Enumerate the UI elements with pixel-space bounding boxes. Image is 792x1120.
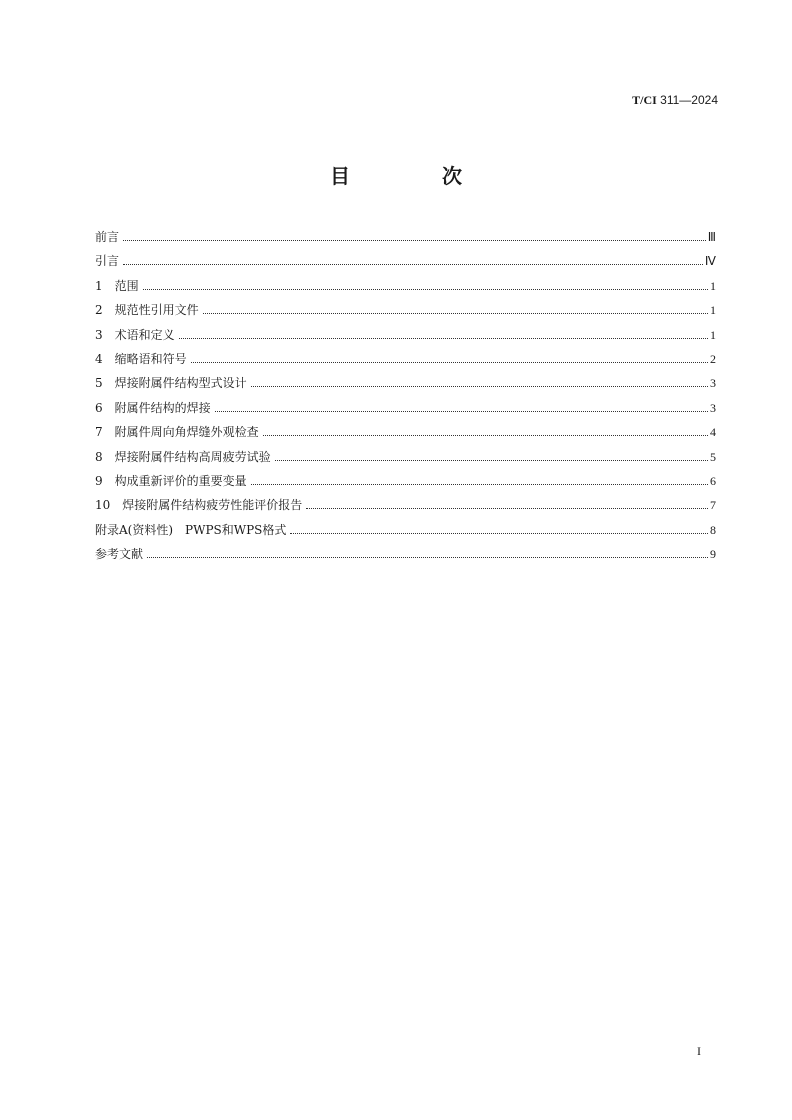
toc-item[interactable] — [95, 472, 716, 496]
document-code-number: 311—2024 — [660, 93, 718, 107]
toc-item[interactable] — [95, 521, 716, 545]
toc-leader-dots — [147, 557, 708, 558]
toc-item-label: 9 构成重新评价的重要变量 — [95, 473, 247, 488]
toc-item-page: 1 — [710, 303, 716, 318]
toc-leader-dots — [123, 264, 703, 265]
toc-leader-dots — [203, 313, 708, 314]
toc-leader-dots — [275, 460, 708, 461]
toc-leader-dots — [306, 508, 708, 509]
toc-item-label: 6 附属件结构的焊接 — [95, 400, 211, 415]
toc-leader-dots — [290, 533, 708, 534]
toc-item[interactable] — [95, 277, 716, 301]
toc-item[interactable] — [95, 423, 716, 447]
toc-item-page: 3 — [710, 400, 716, 415]
toc-leader-dots — [251, 386, 708, 387]
toc-leader-dots — [123, 240, 706, 241]
toc-item-label: 参考文献 — [95, 547, 144, 562]
toc-item-label: 10 焊接附属件结构疲劳性能评价报告 — [95, 498, 303, 513]
toc-item-page: Ⅲ — [707, 230, 716, 244]
toc-item[interactable] — [95, 399, 716, 423]
toc-leader-dots — [263, 435, 708, 436]
toc-item[interactable] — [95, 326, 716, 350]
toc-item-page: 3 — [710, 376, 716, 391]
toc-item[interactable] — [95, 448, 716, 472]
toc-item[interactable] — [95, 350, 716, 374]
toc-item-label: 5 焊接附属件结构型式设计 — [95, 376, 247, 391]
toc-item-label: 2 规范性引用文件 — [95, 303, 199, 318]
toc-item-label: 附录A(资料性) PWPS和WPS格式 — [95, 522, 287, 537]
document-code-prefix: T/CI — [632, 93, 657, 107]
toc-item[interactable] — [95, 374, 716, 398]
toc-leader-dots — [191, 362, 708, 363]
document-code — [632, 93, 718, 108]
toc-item[interactable] — [95, 496, 716, 520]
toc-item-label: 引言 — [95, 254, 120, 269]
toc-item-label: 1 范围 — [95, 278, 139, 293]
toc-item-page: 1 — [710, 278, 716, 293]
table-of-contents — [95, 228, 716, 569]
toc-item-label: 8 焊接附属件结构高周疲劳试验 — [95, 449, 271, 464]
toc-item-label: 前言 — [95, 230, 120, 244]
toc-item-page: 5 — [710, 449, 716, 464]
toc-item-label: 7 附属件周向角焊缝外观检查 — [95, 425, 259, 440]
toc-item-label: 3 术语和定义 — [95, 327, 175, 342]
toc-item[interactable] — [95, 301, 716, 325]
toc-leader-dots — [215, 411, 708, 412]
toc-item[interactable] — [95, 545, 716, 569]
toc-item[interactable] — [95, 252, 716, 276]
page-title: 目 次 — [330, 164, 498, 188]
toc-item-label: 4 缩略语和符号 — [95, 351, 187, 366]
toc-leader-dots — [179, 338, 708, 339]
toc-item-page: 7 — [710, 498, 716, 513]
toc-item-page: 6 — [710, 473, 716, 488]
toc-item[interactable] — [95, 228, 716, 252]
toc-item-page: Ⅳ — [704, 254, 716, 269]
toc-leader-dots — [251, 484, 708, 485]
toc-leader-dots — [143, 289, 708, 290]
toc-item-page: 9 — [710, 547, 716, 562]
page-number: I — [697, 1044, 701, 1058]
toc-item-page: 4 — [710, 425, 716, 440]
toc-item-page: 2 — [710, 351, 716, 366]
toc-item-page: 8 — [710, 522, 716, 537]
toc-item-page: 1 — [710, 327, 716, 342]
